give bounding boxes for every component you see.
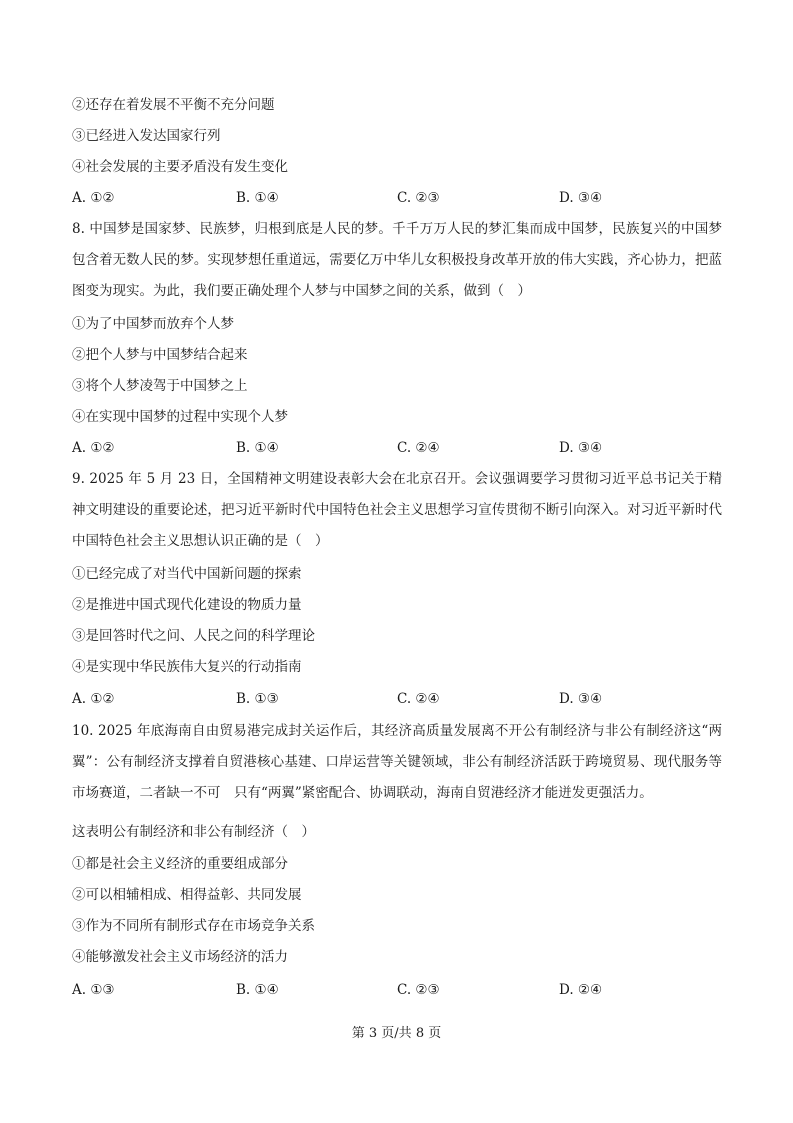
q9-option-c: C. ②④ [397, 691, 440, 707]
q10-option-a: A. ①③ [72, 982, 115, 998]
q8-item-3: ③将个人梦凌驾于中国梦之上 [72, 378, 248, 394]
q9-option-d: D. ③④ [559, 691, 603, 707]
q8-item-4: ④在实现中国梦的过程中实现个人梦 [72, 409, 288, 425]
q7-option-c: C. ②③ [397, 190, 440, 206]
q8-option-c: C. ②④ [397, 440, 440, 456]
q9-item-4: ④是实现中华民族伟大复兴的行动指南 [72, 659, 302, 675]
q7-option-b: B. ①④ [236, 190, 279, 206]
q8-option-b: B. ①④ [236, 440, 279, 456]
q10-item-1: ①都是社会主义经济的重要组成部分 [72, 856, 288, 872]
q10-item-3: ③作为不同所有制形式存在市场竞争关系 [72, 918, 315, 934]
q10-item-4: ④能够激发社会主义市场经济的活力 [72, 949, 288, 965]
q9-option-b: B. ①③ [236, 691, 279, 707]
q9-item-2: ②是推进中国式现代化建设的物质力量 [72, 597, 302, 613]
q7-option-a: A. ①② [72, 190, 115, 206]
q10-item-2: ②可以相辅相成、相得益彰、共同发展 [72, 887, 302, 903]
q8-option-d: D. ③④ [559, 440, 603, 456]
q8-item-1: ①为了中国梦而放弃个人梦 [72, 316, 234, 332]
q7-item-3: ③已经进入发达国家行列 [72, 128, 221, 144]
q10-option-b: B. ①④ [236, 982, 279, 998]
q9-item-1: ①已经完成了对当代中国新问题的探索 [72, 566, 302, 582]
q9-item-3: ③是回答时代之问、人民之问的科学理论 [72, 628, 315, 644]
q9-option-a: A. ①② [72, 691, 115, 707]
q7-options [72, 188, 722, 208]
q7-item-4: ④社会发展的主要矛盾没有发生变化 [72, 159, 288, 175]
q10-options [72, 980, 722, 1000]
q8-stem: 8. 中国梦是国家梦、民族梦，归根到底是人民的梦。千千万万人民的梦汇集而成中国梦，民族复兴的中国梦包含着无数人民的梦。实现梦想任重道远，需要亿万中华儿女积极投身改革开放的伟大实践，齐心协力，把蓝图变为现实。为此，我们要正确处理个人梦与中国梦之间的关系，做到（ ） [72, 221, 722, 299]
q7-item-2: ②还存在着发展不平衡不充分问题 [72, 97, 275, 113]
q9-options [72, 689, 722, 709]
q8-options [72, 438, 722, 458]
q10-option-c: C. ②③ [397, 982, 440, 998]
q7-option-d: D. ③④ [559, 190, 603, 206]
q10-stem: 10. 2025 年底海南自由贸易港完成封关运作后，其经济高质量发展离不开公有制经济与非公有制经济这“两翼”：公有制经济支撑着自贸港核心基建、口岸运营等关键领域，非公有制经济活跃于跨境贸易、现代服务等市场赛道，二者缺一不可 只有“两翼”紧密配合、协调联动，海南自贸港经济才能迸发更强活力。 [72, 723, 722, 801]
q10-option-d: D. ②④ [559, 982, 603, 998]
q9-stem: 9. 2025 年 5 月 23 日，全国精神文明建设表彰大会在北京召开。会议强调要学习贯彻习近平总书记关于精神文明建设的重要论述，把习近平新时代中国特色社会主义思想学习宣传贯彻不断引向深入。对习近平新时代中国特色社会主义思想认识正确的是（ ） [72, 471, 722, 549]
page-number: 第 3 页/共 8 页 [351, 1026, 442, 1041]
q8-item-2: ②把个人梦与中国梦结合起来 [72, 347, 248, 363]
q8-option-a: A. ①② [72, 440, 115, 456]
q10-stem-question: 这表明公有制经济和非公有制经济（ ） [72, 824, 315, 840]
